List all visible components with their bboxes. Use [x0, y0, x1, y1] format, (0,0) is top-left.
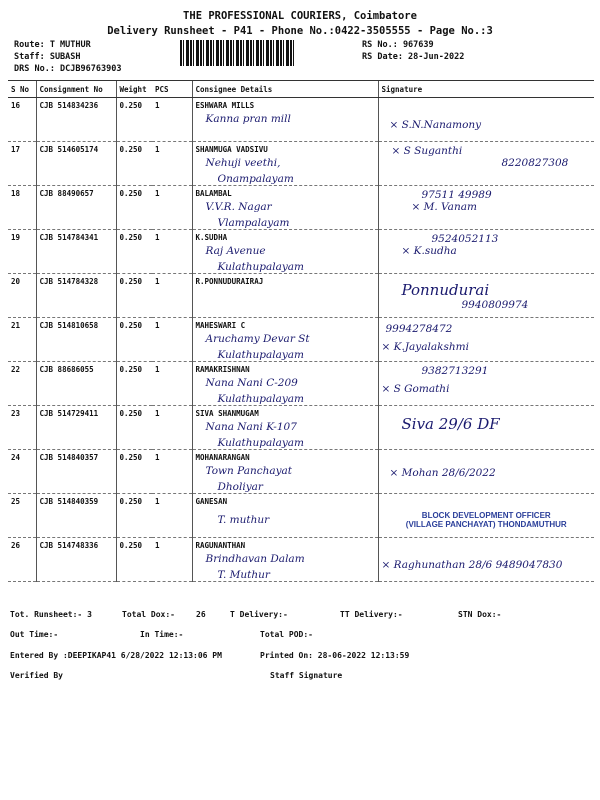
official-stamp: BLOCK DEVELOPMENT OFFICER [421, 511, 551, 520]
row-sno: 26 [8, 538, 36, 582]
row-pcs: 1 [152, 186, 192, 230]
row-consignee [192, 186, 378, 230]
handwritten-address: Raj Avenue [205, 245, 266, 257]
handwritten-address: Aruchamy Devar St [205, 333, 310, 345]
col-weight: Weight [116, 81, 152, 98]
consignee-name: RAMAKRISHNAN [195, 365, 250, 374]
row-consignee [192, 98, 378, 142]
row-weight: 0.250 [116, 494, 152, 538]
row-consignee [192, 450, 378, 494]
handwritten-address: V.V.R. Nagar [205, 201, 272, 213]
row-signature [378, 98, 594, 142]
total-pod: Total POD:- [260, 630, 313, 639]
row-consignment: CJB 88490657 [36, 186, 116, 230]
runsheet-title: Delivery Runsheet - P41 - Phone No.:0422-3505555 - Page No.:3 [107, 25, 493, 37]
row-signature [378, 450, 594, 494]
row-signature [378, 538, 594, 582]
signature-line-2: × K.Jayalakshmi [381, 341, 469, 353]
handwritten-address-2: Kulathupalayam [217, 437, 304, 449]
row-sno: 24 [8, 450, 36, 494]
row-weight: 0.250 [116, 450, 152, 494]
row-weight: 0.250 [116, 538, 152, 582]
table-row [8, 186, 594, 230]
row-pcs: 1 [152, 318, 192, 362]
handwritten-address-2: T. Muthur [217, 569, 270, 581]
table-row [8, 142, 594, 186]
table-row [8, 318, 594, 362]
row-signature [378, 186, 594, 230]
col-pcs: PCS [152, 81, 192, 98]
table-row [8, 230, 594, 274]
row-pcs: 1 [152, 362, 192, 406]
row-weight: 0.250 [116, 230, 152, 274]
handwritten-address: Nana Nani C-209 [205, 377, 298, 389]
total-dox-value: 26 [196, 610, 206, 619]
signature-line-2: × M. Vanam [411, 201, 477, 213]
row-weight: 0.250 [116, 186, 152, 230]
row-signature [378, 362, 594, 406]
consignee-name: RAGUNANTHAN [195, 541, 246, 550]
consignee-name: R.PONNUDURAIRAJ [195, 277, 264, 286]
row-sno: 22 [8, 362, 36, 406]
consignee-name: SHANMUGA VADSIVU [195, 145, 268, 154]
consignee-name: BALAMBAL [195, 189, 232, 198]
row-consignment: CJB 88686055 [36, 362, 116, 406]
handwritten-address-2: Kulathupalayam [217, 349, 304, 361]
row-sno: 25 [8, 494, 36, 538]
row-consignment: CJB 514840359 [36, 494, 116, 538]
row-consignment: CJB 514810658 [36, 318, 116, 362]
entered-by: Entered By :DEEPIKAP41 6/28/2022 12:13:06 PM [10, 651, 222, 660]
row-sno: 18 [8, 186, 36, 230]
row-pcs: 1 [152, 142, 192, 186]
consignee-name: MOHANARANGAN [195, 453, 250, 462]
stn-dox: STN Dox:- [458, 610, 502, 619]
signature-line-1: Ponnudurai [401, 281, 490, 299]
signature-line-1: × S Suganthi [391, 145, 463, 157]
row-pcs: 1 [152, 98, 192, 142]
table-row [8, 494, 594, 538]
col-signature: Signature [378, 81, 594, 98]
consignment-table [8, 80, 594, 582]
signature-line-1: 9994278472 [385, 323, 453, 335]
staff-signature: Staff Signature [270, 671, 343, 680]
handwritten-address: Nehuji veethi, [205, 157, 281, 169]
t-delivery: T Delivery:- [230, 610, 288, 619]
signature-line-1: × Raghunathan 28/6 9489047830 [381, 559, 563, 571]
row-consignee [192, 362, 378, 406]
staff-label: Staff: SUBASH [14, 52, 81, 62]
consignee-name: GANESAN [195, 497, 228, 506]
signature-line-2: × K.sudha [401, 245, 457, 257]
row-sno: 19 [8, 230, 36, 274]
row-consignee [192, 142, 378, 186]
signature-line-1: Siva 29/6 DF [401, 415, 500, 433]
signature-line-1: 9382713291 [421, 365, 489, 377]
tt-delivery: TT Delivery:- [340, 610, 403, 619]
row-pcs: 1 [152, 230, 192, 274]
row-signature [378, 494, 594, 538]
row-consignment: CJB 514784341 [36, 230, 116, 274]
handwritten-address-2: T. muthur [217, 514, 270, 526]
handwritten-address-2: Dholiyar [217, 481, 263, 493]
row-consignee [192, 538, 378, 582]
route-label: Route: T MUTHUR [14, 40, 91, 50]
row-pcs: 1 [152, 274, 192, 318]
signature-line-2: 8220827308 [501, 157, 569, 169]
row-weight: 0.250 [116, 362, 152, 406]
handwritten-address-2: Onampalayam [217, 173, 294, 185]
barcode [180, 40, 295, 66]
company-title: THE PROFESSIONAL COURIERS, Coimbatore [183, 10, 417, 22]
consignee-name: K.SUDHA [195, 233, 228, 242]
signature-line-1: × Mohan 28/6/2022 [389, 467, 496, 479]
table-row [8, 362, 594, 406]
out-time: Out Time:- [10, 630, 59, 639]
col-consignee: Consignee Details [192, 81, 378, 98]
row-pcs: 1 [152, 406, 192, 450]
rs-number: RS No.: 967639 [362, 40, 434, 50]
row-sno: 17 [8, 142, 36, 186]
verified-by: Verified By [10, 671, 63, 680]
row-consignment: CJB 514784328 [36, 274, 116, 318]
row-weight: 0.250 [116, 142, 152, 186]
table-row [8, 406, 594, 450]
row-signature [378, 230, 594, 274]
signature-line-1: × S.N.Nanamony [389, 119, 482, 131]
signature-line-2: × S Gomathi [381, 383, 450, 395]
handwritten-address: Town Panchayat [205, 465, 293, 477]
row-weight: 0.250 [116, 318, 152, 362]
row-consignee [192, 318, 378, 362]
row-sno: 23 [8, 406, 36, 450]
row-weight: 0.250 [116, 406, 152, 450]
handwritten-address: Brindhavan Dalam [205, 553, 305, 565]
table-row [8, 98, 594, 142]
table-row [8, 450, 594, 494]
row-consignment: CJB 514748336 [36, 538, 116, 582]
row-weight: 0.250 [116, 274, 152, 318]
handwritten-address-2: Vlampalayam [217, 217, 290, 229]
handwritten-address-2: Kulathupalayam [217, 261, 304, 273]
signature-line-2: 9940809974 [461, 299, 529, 311]
total-dox-label: Total Dox:- [122, 610, 175, 619]
row-consignment: CJB 514840357 [36, 450, 116, 494]
col-consignment: Consignment No [36, 81, 116, 98]
row-consignee [192, 274, 378, 318]
in-time: In Time:- [140, 630, 184, 639]
rs-date: RS Date: 28-Jun-2022 [362, 52, 465, 62]
handwritten-address: Nana Nani K-107 [205, 421, 297, 433]
row-consignee [192, 406, 378, 450]
row-sno: 20 [8, 274, 36, 318]
official-stamp-line-2: (VILLAGE PANCHAYAT) THONDAMUTHUR [405, 520, 567, 529]
row-pcs: 1 [152, 494, 192, 538]
signature-line-1: 97511 49989 [421, 189, 492, 201]
row-signature [378, 406, 594, 450]
row-pcs: 1 [152, 450, 192, 494]
table-header-row [8, 81, 594, 98]
row-weight: 0.250 [116, 98, 152, 142]
row-signature [378, 142, 594, 186]
table-row [8, 274, 594, 318]
row-pcs: 1 [152, 538, 192, 582]
row-consignee [192, 494, 378, 538]
row-consignment: CJB 514834236 [36, 98, 116, 142]
consignee-name: MAHESWARI C [195, 321, 246, 330]
signature-line-1: 9524052113 [431, 233, 499, 245]
row-sno: 21 [8, 318, 36, 362]
row-signature [378, 318, 594, 362]
drs-number: DRS No.: DCJB96763903 [14, 64, 122, 74]
col-sno: S No [8, 81, 36, 98]
total-runsheet: Tot. Runsheet:- 3 [10, 610, 92, 619]
handwritten-address: Kanna pran mill [205, 113, 291, 125]
row-consignee [192, 230, 378, 274]
table-row [8, 538, 594, 582]
handwritten-address-2: Kulathupalayam [217, 393, 304, 405]
printed-on: Printed On: 28-06-2022 12:13:59 [260, 651, 410, 660]
row-consignment: CJB 514605174 [36, 142, 116, 186]
row-sno: 16 [8, 98, 36, 142]
consignee-name: ESHWARA MILLS [195, 101, 255, 110]
row-signature [378, 274, 594, 318]
consignee-name: SIVA SHANMUGAM [195, 409, 259, 418]
row-consignment: CJB 514729411 [36, 406, 116, 450]
